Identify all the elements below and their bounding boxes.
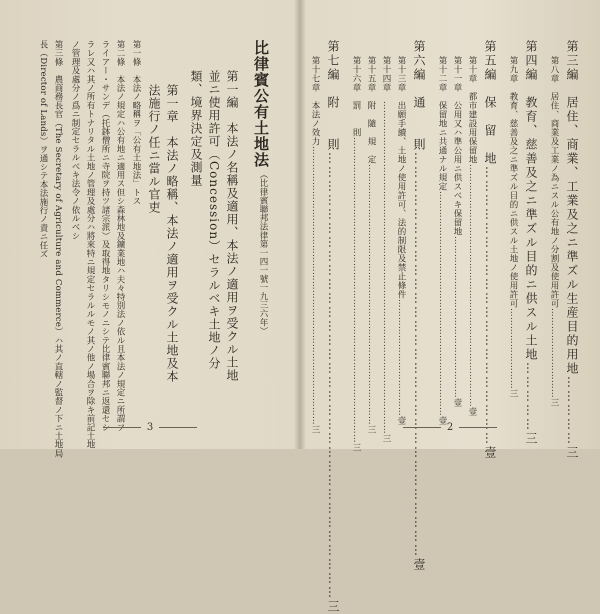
left-page (0, 0, 300, 458)
toc-part-entry: 第七編 附 則……………………………………………………………………………………三 (326, 40, 340, 614)
toc-chapter-entry: 第十二章 保留地ニ共通ナル規定…………………………………………………………………壹 (437, 56, 447, 425)
part-1-heading-cont: 並ニ使用許可（Concession）セラルベキ土地ノ分 (207, 70, 221, 371)
toc-chapter-entry: 第九章 教育、慈善及之ニ準ズル目的ニ供スル土地ノ使用許可………………………三 (508, 56, 518, 398)
chapter-1-heading: 第一章 本法ノ略稱、本法ノ適用ヲ受クル土地及本 (165, 84, 179, 383)
toc-chapter-entry: 第八章 居住、商業及工業ノ為ニスル公有地ノ分割及使用許可…………………………三 (549, 56, 559, 407)
page-number-right: 2 (390, 422, 510, 433)
article-2-line-3: ラレ又ハ其ノ所有トナリタル土地ノ管理及處分ハ將來特ニ規定セラルルモノ其ノ他ノ場合ヲ除キ前記土地 (85, 40, 95, 449)
toc-chapter-entry: 第十七章 本法ノ效力…………………………………………………………………………………三 (310, 56, 320, 434)
part-1-heading: 第一編 本法ノ名稱及適用、本法ノ適用ヲ受クル土地 (225, 70, 239, 382)
chapter-1-heading-cont: 法施行ノ任ニ當ル官吏 (147, 84, 161, 214)
toc-part-entry: 第六編 通 則……………………………………………………………………………壹 (412, 40, 426, 572)
article-2-line-4: ノ管理及處分ノ爲ニ制定セラルベキ法令ノ依ルベシ (70, 40, 80, 241)
toc-chapter-entry: 第十四章 …………………………………………………………………………………………………三 (381, 56, 391, 443)
toc-part-entry: 第三編 居住、商業、工業及之ニ準ズル生産目的用地……………三 (565, 40, 579, 460)
article-2-line-1: 第二條 本法ノ規定ハ公有地ニ適用ス但シ森林地及鑛業地ハ夫々特別法ノ依ル且本法ノ規定ニ所謂フ (115, 40, 125, 432)
part-1-heading-cont2: 類、境界決定及測量 (189, 70, 203, 187)
toc-part-entry: 第五編 保 留 地……………………………………………………壹 (483, 40, 497, 460)
article-1: 第一條 本法ノ略稱ヲ「公有土地法」トス (131, 40, 141, 206)
toc-chapter-entry: 第十六章 罰 則…………………………………………………………………………………………三 (351, 56, 361, 452)
toc-part-entry: 第四編 教育、慈善及之ニ準ズル目的ニ供スル土地……………三 (524, 40, 538, 446)
right-page (300, 0, 600, 614)
toc-chapter-entry: 第十章 都市建設用保留地………………………………………………………………………壹 (467, 56, 477, 416)
toc-chapter-entry: 第十一章 公用又ハ準公用ニ供スベキ保留地………………………………………………壹 (452, 56, 462, 407)
law-title: 比律賓公有土地法 (252, 40, 270, 168)
article-3-line-2: 長（Director of Lands）ヲ通シテ本法施行ノ責ニ任ズ (38, 40, 48, 259)
article-3-line-1: 第三條 農商務長官（The Secretary of Agriculture and Commerce）ハ其ノ直轄ノ監督ノ下ニ土地局 (53, 40, 63, 458)
law-subtitle: （比律賓聯邦法律第一四一號一九三六年） (258, 170, 268, 336)
toc-chapter-entry: 第十三章 出願手續、土地ノ使用許可、法的制限及禁止條件…………………………………壹 (396, 56, 406, 425)
page-number-left: 3 (90, 422, 210, 433)
article-2-line-2: ライアー・サンデ（托鉢僧所ニ寺院ヲ持ツ諸宗派）及取得地タリシモノニシテ比律賓聯邦ニ返還セシ (100, 40, 110, 432)
toc-chapter-entry: 第十五章 附 隨 規 定……………………………………………………………………………三 (366, 56, 376, 434)
